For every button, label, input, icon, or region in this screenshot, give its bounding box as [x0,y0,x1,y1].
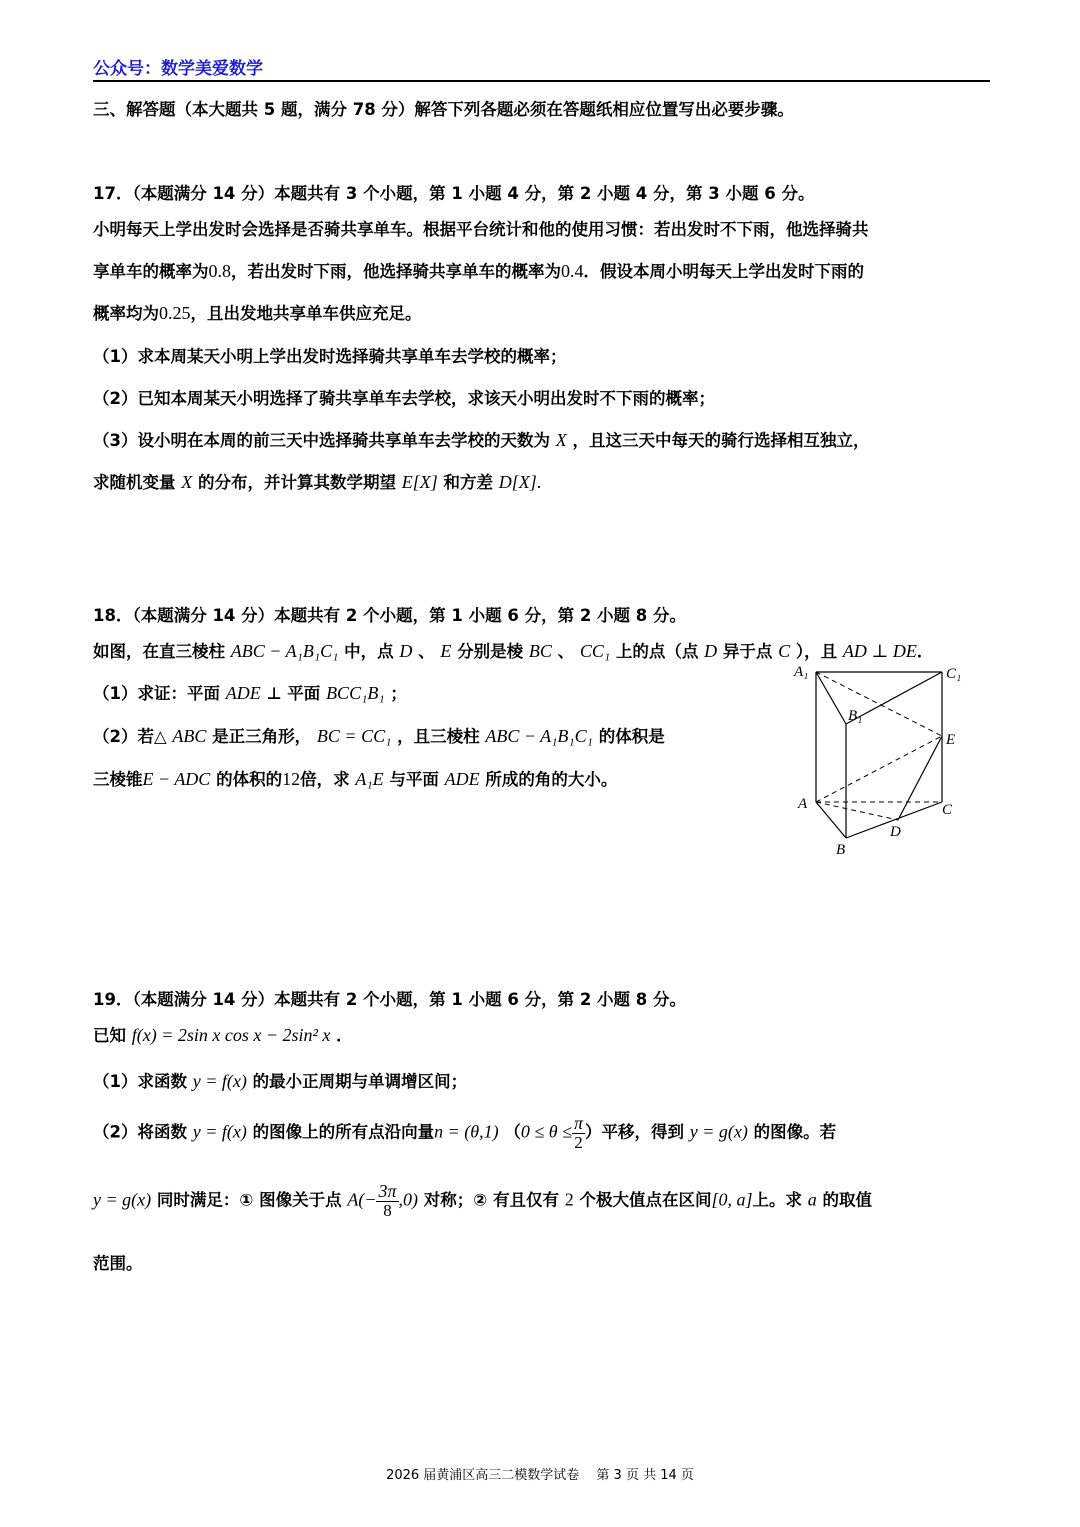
q17-part2: （2）已知本周某天小明选择了骑共享单车去学校，求该天小明出发时不下雨的概率； [93,389,715,408]
prism-figure [790,662,980,862]
label-A: A [798,796,808,812]
q18-part2-cont: 三棱锥E − ADC 的体积的12倍，求 A₁E 与平面 ADE 所成的角的大小。 [93,769,618,789]
three-pi-over-8: $\frac{3\pi}{8}$ [378,1181,397,1220]
q18-stem: 如图，在直三棱柱 ABC − A₁B₁C₁ 中，点 D 、 E 分别是棱 BC 、 CC₁ 上的点（点 D 异于点 C ），且 AD ⊥ DE． [93,641,934,661]
label-E: E [946,732,956,748]
label-C: C [942,802,953,818]
q17-title: 17．（本题满分 14 分）本题共有 3 个小题，第 1 小题 4 分，第 2 小题 4 分，第 3 小题 6 分。 [93,184,815,203]
q18-part1: （1）求证：平面 ADE ⊥ 平面 BCC₁B₁ ； [93,683,407,703]
q18-title: 18．（本题满分 14 分）本题共有 2 个小题，第 1 小题 6 分，第 2 小题 8 分。 [93,606,687,625]
q17-part1: （1）求本周某天小明上学出发时选择骑共享单车去学校的概率； [93,347,567,366]
label-B1: B₁ [848,708,863,724]
q17-part3-cont: 求随机变量 X 的分布，并计算其数学期望 E[X] 和方差 D[X]. [93,472,542,492]
q18-part2: （2）若△ ABC 是正三角形， BC = CC₁ ，且三棱柱 ABC − A₁B₁C₁ 的体积是 [93,726,665,746]
q17-stem-line2: 享单车的概率为0.8，若出发时下雨，他选择骑共享单车的概率为0.4．假设本周小明每天上学出发时下雨的 [93,261,864,281]
q19-part1: （1）求函数 y = f(x) 的最小正周期与单调增区间； [93,1071,468,1091]
label-B: B [836,842,846,858]
q19-part2-end: 范围。 [93,1254,143,1273]
q19-stem: 已知 f(x) = 2sin x cos x − 2sin² x ． [93,1025,353,1045]
pi-over-2: $\frac{\pi}{2}$ [573,1113,583,1152]
q19-part2: （2）将函数 y = f(x) 的图像上的所有点沿向量n = (θ,1) （0 ≤ θ ≤ $\frac{\pi}{2}$ ）平移，得到 y = g(x) 的图像。若 [93,1113,837,1152]
label-D: D [890,824,901,840]
page-footer: 2026 届黄浦区高三二模数学试卷 第 3 页 共 14 页 [386,1468,694,1483]
label-A1: A₁ [794,664,809,680]
label-C1: C₁ [946,666,962,682]
q19-title: 19．（本题满分 14 分）本题共有 2 个小题，第 1 小题 6 分，第 2 小题 8 分。 [93,990,687,1009]
header-source: 公众号：数学美爱数学 [93,59,263,79]
q19-part2-cont: y = g(x) 同时满足：① 图像关于点 A(− $\frac{3\pi}{8}$ ,0) 对称；② 有且仅有 2 个极大值点在区间[0, a]上。求 a 的取值 [93,1181,872,1220]
q17-stem-line3: 概率均为0.25，且出发地共享单车供应充足。 [93,303,422,323]
section-heading: 三、解答题（本大题共 5 题，满分 78 分）解答下列各题必须在答题纸相应位置写出必要步骤。 [93,100,794,119]
header-divider [93,80,990,82]
q17-part3: （3）设小明在本周的前三天中选择骑共享单车去学校的天数为 X ，且这三天中每天的骑行选择相互独立， [93,430,870,450]
q17-stem-line1: 小明每天上学出发时会选择是否骑共享单车。根据平台统计和他的使用习惯：若出发时不下雨，他选择骑共 [93,220,869,239]
